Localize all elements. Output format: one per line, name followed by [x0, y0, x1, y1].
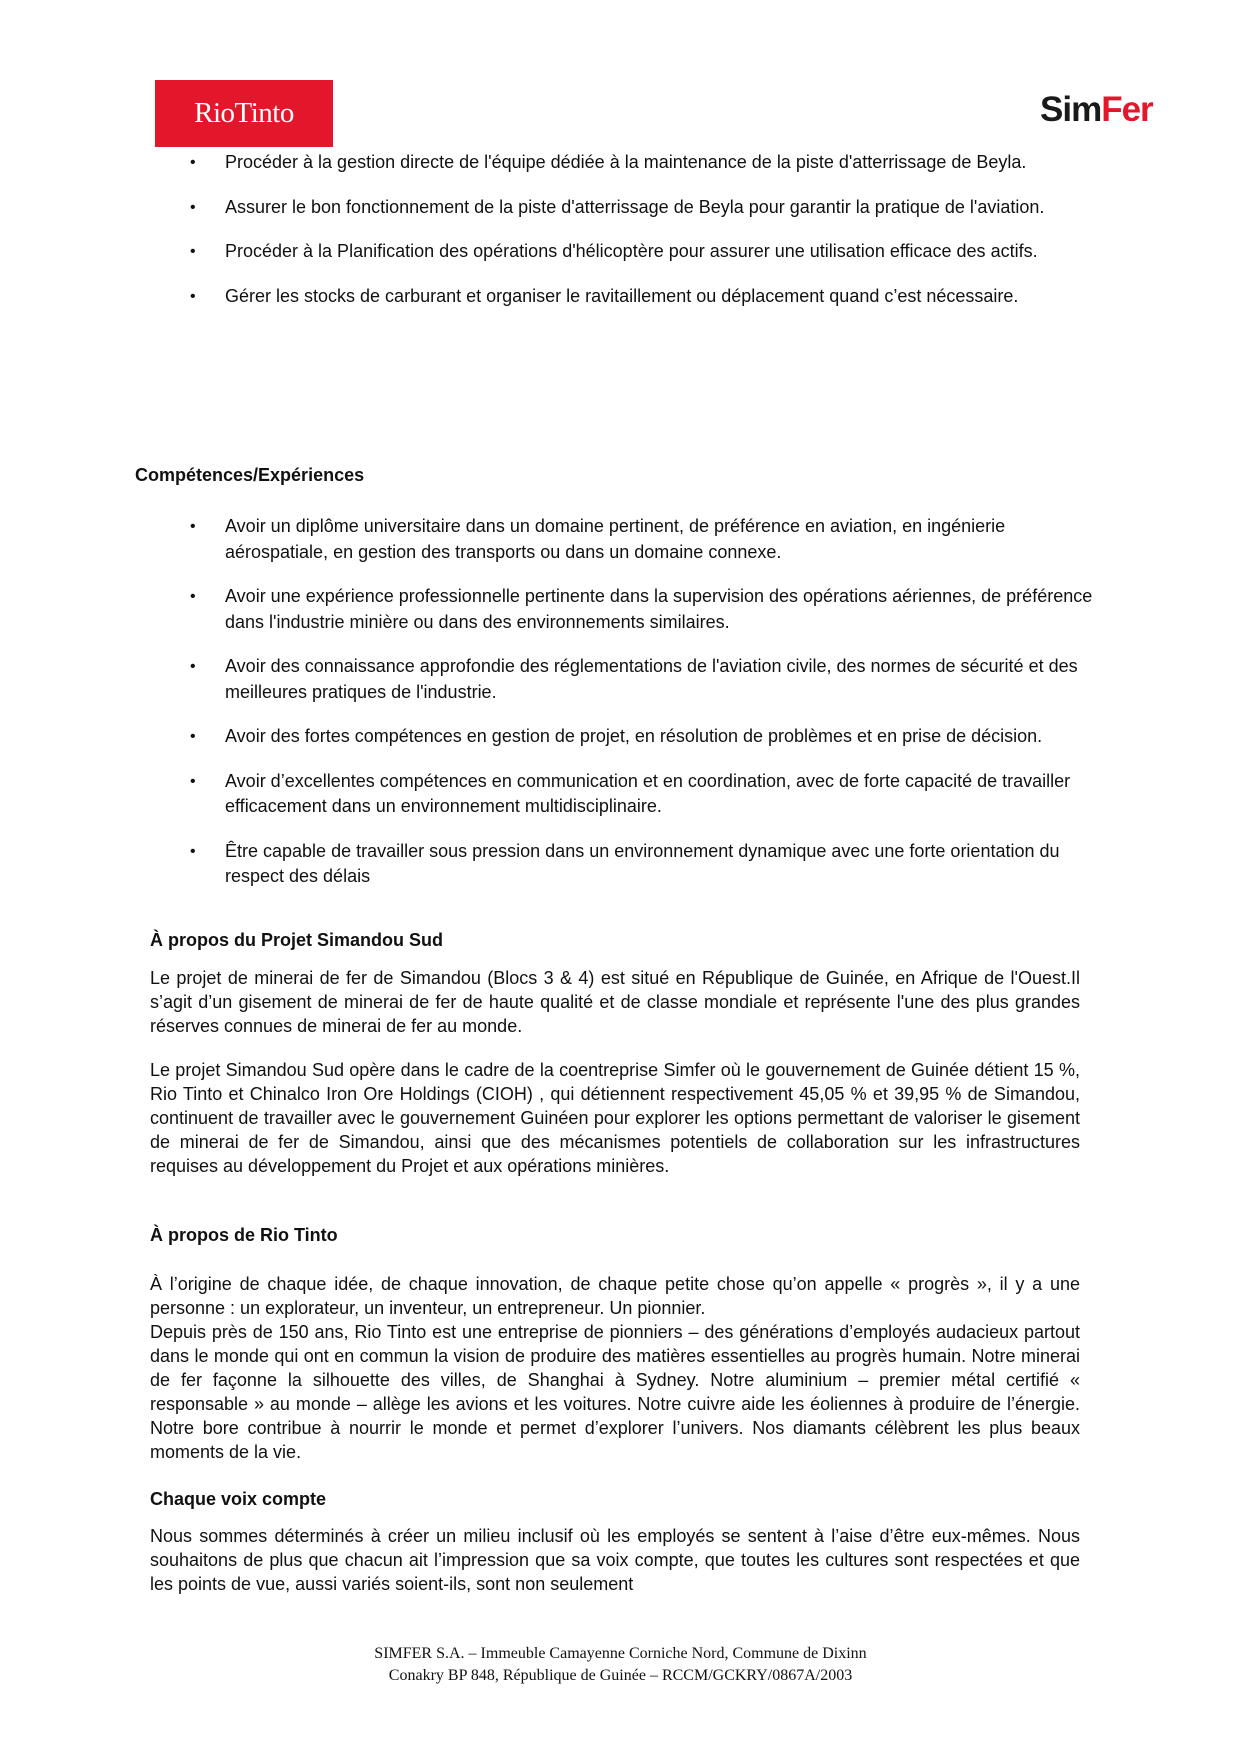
competences-heading: Compétences/Expériences [135, 465, 365, 485]
duty-item: • Procéder à la gestion directe de l'équipe dédiée à la maintenance de la piste d'atterrissage de Beyla. [190, 150, 1095, 176]
competence-item: • Avoir une expérience professionnelle pertinente dans la supervision des opérations aériennes, de préférence dans l'industrie minière ou dans des environnements similaires. [190, 584, 1095, 635]
simandou-heading: À propos du Projet Simandou Sud [150, 930, 444, 950]
competence-item: • Avoir d’excellentes compétences en communication et en coordination, avec de forte capacité de travailler efficacement dans un environnement multidisciplinaire. [190, 769, 1095, 820]
duties-list [190, 150, 1095, 328]
simandou-paragraph-1: Le projet de minerai de fer de Simandou (Blocs 3 & 4) est situé en République de Guinée, en Afrique de l'Ouest.Il s’agit d’un gisement de minerai de fer de haute qualité et de classe mondiale et représente l'une des plus grandes réserves connues de minerai de fer au monde. [150, 968, 1080, 1036]
simandou-paragraph-2: Le projet Simandou Sud opère dans le cadre de la coentreprise Simfer où le gouvernement de Guinée détient 15 %, Rio Tinto et Chinalco Iron Ore Holdings (CIOH) , qui détiennent respectivement 45,05 % et 39,95 % de Simandou, continuent de travailler avec le gouvernement Guinéen pour explorer les options permettant de valoriser le gisement de minerai de fer de Simandou, ainsi que des mécanismes potentiels de collaboration sur les infrastructures requises au développement du Projet et aux opérations minières. [150, 1060, 1080, 1176]
competence-item: • Avoir des fortes compétences en gestion de projet, en résolution de problèmes et en prise de décision. [190, 724, 1095, 750]
simfer-logo-sim: Sim [1040, 90, 1102, 129]
simfer-logo [1040, 90, 1153, 130]
competence-item: • Être capable de travailler sous pression dans un environnement dynamique avec une forte orientation du respect des délais [190, 839, 1095, 890]
duty-item: • Gérer les stocks de carburant et organiser le ravitaillement ou déplacement quand c’est nécessaire. [190, 284, 1095, 310]
rio-tinto-logo [155, 80, 333, 147]
footer-line-2: Conakry BP 848, République de Guinée – RCCM/GCKRY/0867A/2003 [388, 1667, 853, 1684]
riotinto-paragraph-1: À l’origine de chaque idée, de chaque innovation, de chaque petite chose qu’on appelle « progrès », il y a une personne : un explorateur, un inventeur, un entrepreneur. Un pionnier. [150, 1274, 1080, 1318]
simfer-logo-fer: Fer [1101, 90, 1153, 129]
duty-item: • Procéder à la Planification des opérations d'hélicoptère pour assurer une utilisation efficace des actifs. [190, 239, 1095, 265]
competences-list [190, 514, 1095, 909]
duty-item: • Assurer le bon fonctionnement de la piste d'atterrissage de Beyla pour garantir la pratique de l'aviation. [190, 195, 1095, 221]
voix-paragraph: Nous sommes déterminés à créer un milieu inclusif où les employés se sentent à l’aise d’être eux-mêmes. Nous souhaitons de plus que chacun ait l’impression que sa voix compte, que toutes les cultures sont respectées et que les points de vue, aussi variés soient-ils, sont non seulement [150, 1526, 1080, 1594]
competence-item: • Avoir un diplôme universitaire dans un domaine pertinent, de préférence en aviation, en ingénierie aérospatiale, en gestion des transports ou dans un domaine connexe. [190, 514, 1095, 565]
rio-tinto-logo-text: RioTinto [194, 97, 294, 129]
riotinto-heading: À propos de Rio Tinto [150, 1225, 338, 1245]
voix-heading: Chaque voix compte [150, 1489, 327, 1509]
footer-line-1: SIMFER S.A. – Immeuble Camayenne Corniche Nord, Commune de Dixinn [374, 1645, 867, 1662]
riotinto-paragraph-2: Depuis près de 150 ans, Rio Tinto est une entreprise de pionniers – des générations d’employés audacieux partout dans le monde qui ont en commun la vision de produire des matières essentielles au progrès humain. Notre minerai de fer façonne la silhouette des villes, de Shanghai à Sydney. Notre aluminium – premier métal certifié « responsable » au monde – allège les avions et les voitures. Notre cuivre aide les éoliennes à produire de l’énergie. Notre bore contribue à nourrir le monde et permet d’explorer l’univers. Nos diamants célèbrent les plus beaux moments de la vie. [150, 1322, 1080, 1462]
footer [0, 1643, 1241, 1687]
competence-item: • Avoir des connaissance approfondie des réglementations de l'aviation civile, des normes de sécurité et des meilleures pratiques de l'industrie. [190, 654, 1095, 705]
